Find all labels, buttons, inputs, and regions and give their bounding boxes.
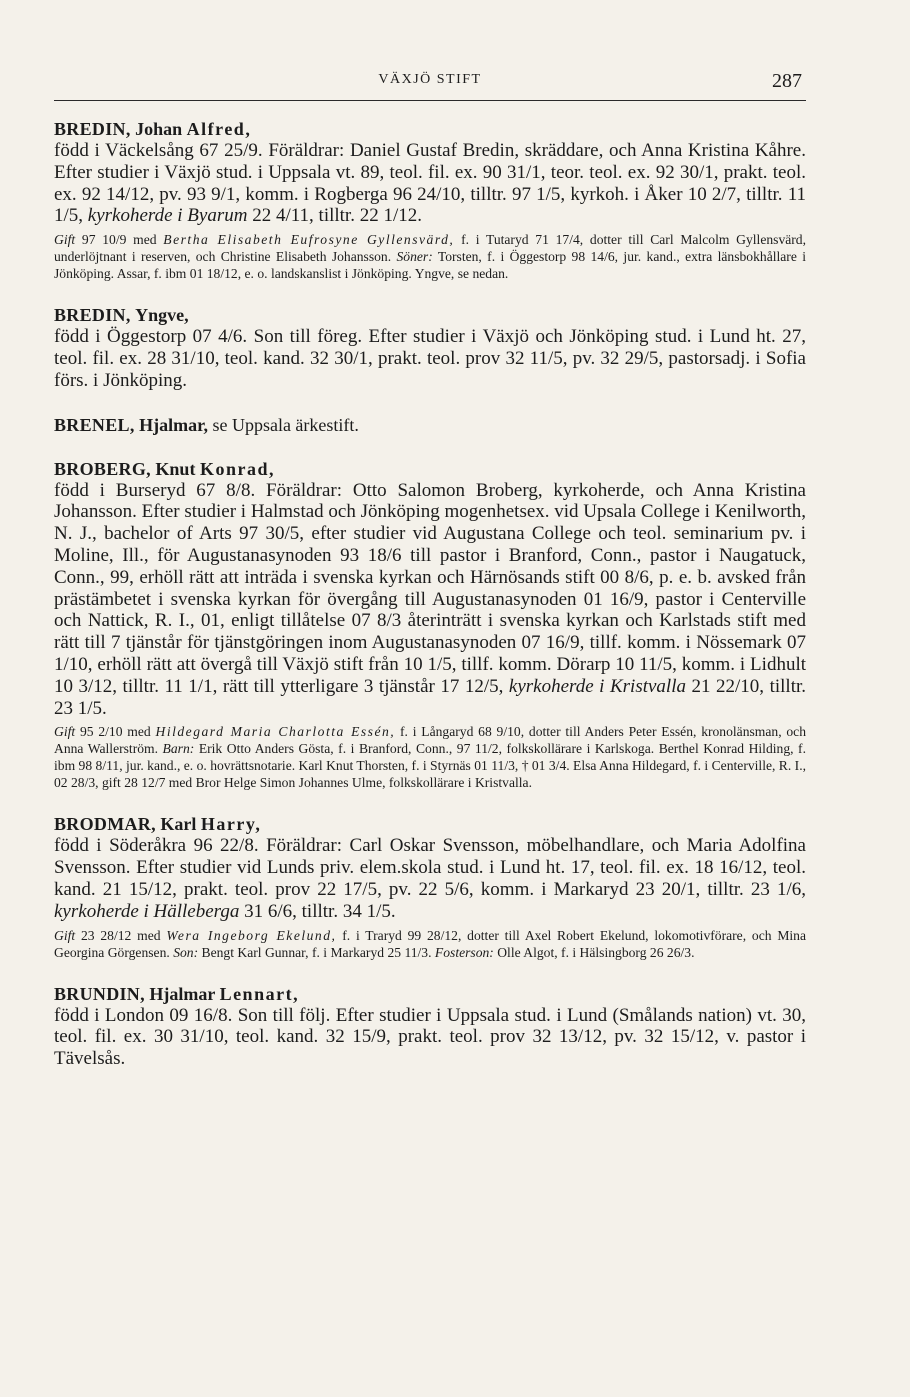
entry-brenel-hjalmar xyxy=(54,414,806,436)
entry-name: BREDIN, Yngve, xyxy=(54,305,189,326)
entry-family: Gift 97 10/9 med Bertha Elisabeth Eufrosyne Gyllensvärd, f. i Tutaryd 71 17/4, dotter till Carl Malcolm Gyllensvärd, underlöjtnant i reserven, och Christine Elisabeth Johansson. Söner: Torsten, f. i Öggestorp 98 14/6, jur. kand., extra länsbokhållare i Jönköping. Assar, f. ibm 01 18/12, e. o. landskanslist i Jönköping. Yngve, se nedan. xyxy=(54,232,806,282)
entry-bio: BRUNDIN, Hjalmar Lennart, född i London 09 16/8. Son till följ. Efter studier i Uppsala stud. i Lund (Smålands nation) vt. 30, teol. fil. ex. 30 31/10, teol. kand. 32 15/9, prakt. teol. prov 32 13/12, pv. 32 15/12, v. pastor i Tävelsås. xyxy=(54,983,806,1070)
entry-bio: BRODMAR, Karl Harry, född i Söderåkra 96 22/8. Föräldrar: Carl Oskar Svensson, möbelhandlare, och Maria Adolfina Svensson. Efter studier vid Lunds priv. elem.skola stud. i Lund ht. 17, teol. fil. ex. 18 16/12, teol. kand. 21 15/12, prakt. teol. prov 22 17/5, pv. 22 5/6, komm. i Markaryd 23 20/1, tilltr. 23 1/6, kyrkoherde i Hälleberga 31 6/6, tilltr. 34 1/5. xyxy=(54,814,806,922)
running-header xyxy=(54,66,806,101)
entry-name: BRODMAR, Karl Harry, xyxy=(54,814,262,835)
entry-family: Gift 95 2/10 med Hildegard Maria Charlotta Essén, f. i Långaryd 68 9/10, dotter till Anders Peter Essén, kronolänsman, och Anna Wallerström. Barn: Erik Otto Anders Gösta, f. i Branford, Conn., 97 11/2, folkskollärare i Karlskoga. Berthel Konrad Hilding, f. ibm 98 8/11, jur. kand., e. o. hovrättsnotarie. Karl Knut Thorsten, f. i Styrnäs 01 11/3, † 01 3/4. Elsa Anna Hildegard, f. i Centerville, R. I., 02 28/3, gift 28 12/7 med Bror Helge Simon Johannes Ulme, folkskollärare i Kristvalla. xyxy=(54,724,807,791)
entry-name: BREDIN, Johan Alfred, xyxy=(54,119,252,139)
entry-family: Gift 23 28/12 med Wera Ingeborg Ekelund, f. i Traryd 99 28/12, dotter till Axel Robert Ekelund, lokomotivförare, och Mina Georgina Görgensen. Son: Bengt Karl Gunnar, f. i Markaryd 25 11/3. Fosterson: Olle Algot, f. i Hälsingborg 26 26/3. xyxy=(54,927,807,960)
entry-brundin-hjalmar xyxy=(54,983,806,1070)
entry-name: BRUNDIN, Hjalmar Lennart, xyxy=(54,983,300,1004)
cross-reference: se Uppsala ärkestift. xyxy=(212,414,359,435)
entry-bredin-johan xyxy=(54,118,806,282)
entry-name: BRENEL, Hjalmar, se Uppsala ärkestift. xyxy=(54,414,359,435)
entry-brodmar-karl xyxy=(54,813,806,960)
page-number: 287 xyxy=(772,70,802,92)
entries-column xyxy=(54,118,806,1092)
entry-bio: BREDIN, Johan Alfred, född i Väckelsång 67 25/9. Föräldrar: Daniel Gustaf Bredin, skräddare, och Anna Kristina Kåhre. Efter studier i Växjö stud. i Uppsala vt. 89, teol. fil. ex. 90 31/1, teor. teol. ex. 92 30/1, prakt. teol. ex. 92 14/12, pv. 93 9/1, komm. i Rogberga 96 24/10, tilltr. 97 1/5, kyrkoh. i Åker 10 2/7, tilltr. 11 1/5, kyrkoherde i Byarum 22 4/11, tilltr. 22 1/12. xyxy=(54,119,806,227)
entry-broberg-knut xyxy=(54,458,806,792)
entry-name: BROBERG, Knut Konrad, xyxy=(54,458,275,479)
header-title: VÄXJÖ STIFT xyxy=(378,72,482,87)
entry-bredin-yngve xyxy=(54,304,806,391)
entry-bio: BREDIN, Yngve, född i Öggestorp 07 4/6. Son till föreg. Efter studier i Växjö och Jönköping stud. i Lund ht. 27, teol. fil. ex. 28 31/10, teol. kand. 32 30/1, prakt. teol. prov 32 11/5, pv. 32 29/5, pastorsadj. i Sofia förs. i Jönköping. xyxy=(54,305,806,391)
entry-bio: BROBERG, Knut Konrad, född i Burseryd 67 8/8. Föräldrar: Otto Salomon Broberg, kyrkoherde, och Anna Kristina Johansson. Efter studier i Halmstad och Jönköping mogenhetsex. vid Upsala College i Kenilworth, N. J., bachelor of Arts 97 30/5, efter studier vid Augustana College och teol. seminarium pv. i Moline, Ill., för Augustanasynoden 93 18/6 till pastor i Branford, Conn., pastor i Naugatuck, Conn., 99, erhöll rätt att inträda i svenska kyrkan och Härnösands stift 00 8/6, p. e. b. avsked från prästämbetet i svenska kyrkan för övergång till Augustanasynoden 01 16/9, pastor i Centerville och Nattick, R. I., 01, enligt tillåtelse 07 8/3 återinträtt i svenska kyrkan och Karlstads stift med rätt till 7 tjänstår för tjänstgöringen inom Augustanasynoden 07 16/9, tillf. komm. i Nössemark 07 1/10, erhöll rätt att övergå till Växjö stift från 10 1/5, tillf. komm. Dörarp 10 11/5, komm. i Lidhult 10 3/12, tilltr. 11 1/1, rätt till ytterligare 3 tjänstår 17 12/5, kyrkoherde i Kristvalla 21 22/10, tilltr. 23 1/5. xyxy=(54,458,806,719)
